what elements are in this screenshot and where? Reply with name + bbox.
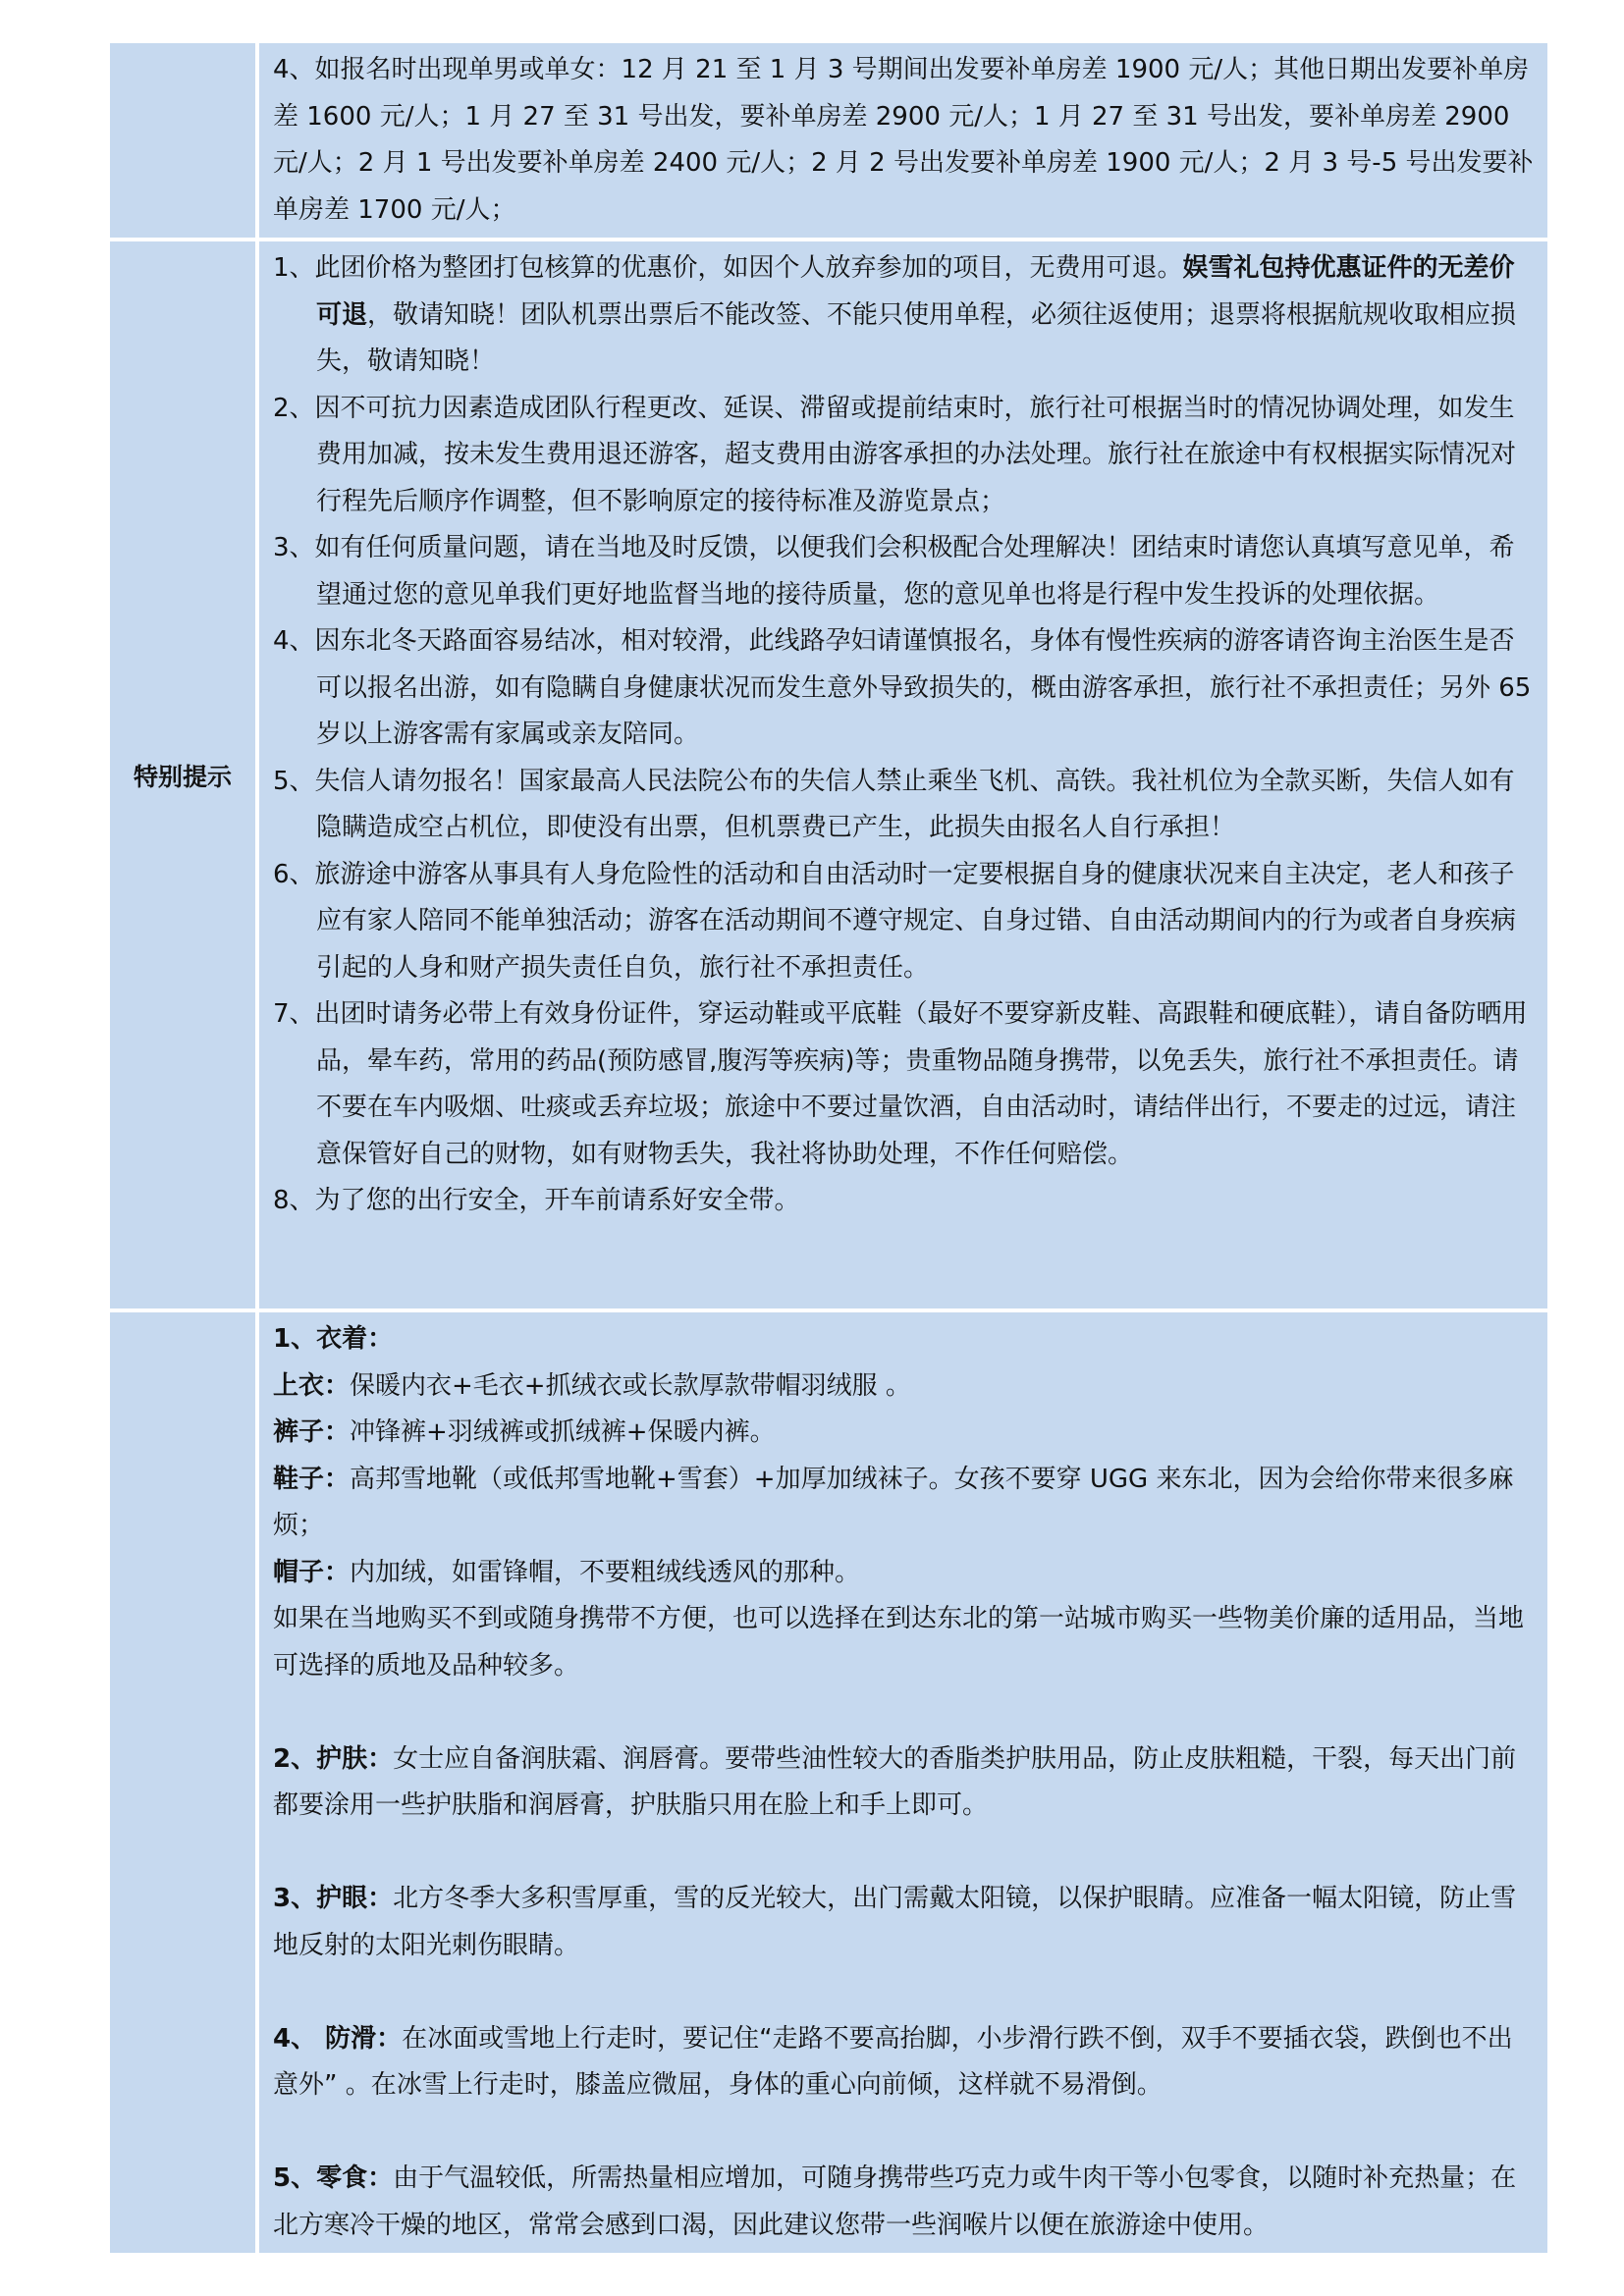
eye-protection-tip [273,1876,1534,1969]
clothing-shoes-text: 高邦雪地靴（或低邦雪地靴+雪套）+加厚加绒袜子。女孩不要穿 UGG 来东北，因为会给你带来很多麻烦； [273,1464,1514,1540]
clothing-shoes [273,1457,1534,1550]
clothing-heading-text: 1、衣着： [273,1324,394,1354]
special-notice-label: 特别提示 [108,240,257,1310]
notice-item-2: 2、因不可抗力因素造成团队行程更改、延误、滞留或提前结束时，旅行社可根据当时的情况协调处理，如发生费用加减，按未发生费用退还游客，超支费用由游客承担的办法处理。旅行社在旅途中有权根据实际情况对行程先后顺序作调整，但不影响原定的接待标准及游览景点； [273,393,1517,516]
notice-item-7: 7、出团时请务必带上有效身份证件，穿运动鞋或平底鞋（最好不要穿新皮鞋、高跟鞋和硬底鞋），请自备防晒用品，晕车药，常用的药品(预防感冒,腹泻等疾病)等；贵重物品随身携带，以免丢失，旅行社不承担责任。请不要在车内吸烟、吐痰或丢弃垃圾；旅途中不要过量饮酒，自由活动时，请结伴出行，不要走的过远，请注意保管好自己的财物，如有财物丢失，我社将协助处理，不作任何赔偿。 [273,999,1528,1169]
single-room-surcharge-text: 4、如报名时出现单男或单女：12 月 21 至 1 月 3 号期间出发要补单房差 1900 元/人；其他日期出发要补单房差 1600 元/人；1 月 27 至 31 号出发，要补单房差 2900 元/人；1 月 27 至 31 号出发，要补单房差 2900 元/人；2 月 1 号出发要补单房差 2400 元/人；2 月 2 号出发要补单房差 1900 元/人；2 月 3 号-5 号出发要补单房差 1700 元/人； [273,55,1534,225]
anti-slip-text: 在冰面或雪地上行走时，要记住“走路不要高抬脚，小步滑行跌不倒，双手不要插衣袋，跌倒也不出意外” 。在冰雪上行走时，膝盖应微屈，身体的重心向前倾，这样就不易滑倒。 [273,2023,1513,2100]
clothing-pants-text: 冲锋裤+羽绒裤或抓绒裤+保暖内裤。 [350,1417,776,1447]
clothing-shoes-label: 鞋子： [273,1464,351,1494]
snacks-label: 5、零食： [273,2163,394,2193]
table-row [108,1310,1549,2255]
notice-item-1-text: 1、此团价格为整团打包核算的优惠价，如因个人放弃参加的项目，无费用可退。 [273,253,1183,283]
clothing-pants-label: 裤子： [273,1417,351,1447]
clothing-top [273,1363,1534,1411]
eye-protection-label: 3、护眼： [273,1884,394,1913]
clothing-hat-label: 帽子： [273,1557,351,1587]
single-room-note-cell [257,41,1549,240]
special-notice-cell [257,240,1549,1310]
row-label-empty [108,41,257,240]
skincare-tip [273,1736,1534,1830]
table-row [108,240,1549,1310]
notice-item-1-text-cont: ，敬请知晓！团队机票出票后不能改签、不能只使用单程，必须往返使用；退票将根据航规收取相应损失，敬请知晓！ [316,299,1517,376]
spacer [273,1969,1534,2016]
snacks-text: 由于气温较低，所需热量相应增加，可随身携带些巧克力或牛肉干等小包零食，以随时补充热量；在北方寒冷干燥的地区，常常会感到口渴，因此建议您带一些润喉片以便在旅游途中使用。 [273,2163,1517,2240]
clothing-heading [273,1316,1534,1363]
local-purchase-note: 如果在当地购买不到或随身携带不方便，也可以选择在到达东北的第一站城市购买一些物美价廉的适用品，当地可选择的质地及品种较多。 [273,1604,1525,1681]
notice-item-1 [273,245,1534,386]
notice-item-6: 6、旅游途中游客从事具有人身危险性的活动和自由活动时一定要根据自身的健康状况来自主决定，老人和孩子应有家人陪同不能单独活动；游客在活动期间不遵守规定、自身过错、自由活动期间内的行为或者自身疾病引起的人身和财产损失责任自负，旅行社不承担责任。 [273,859,1517,983]
notice-item-5: 5、失信人请勿报名！国家最高人民法院公布的失信人禁止乘坐飞机、高铁。我社机位为全款买断，失信人如有隐瞒造成空占机位，即使没有出票，但机票费已产生，此损失由报名人自行承担！ [273,766,1515,842]
spacer [273,1689,1534,1736]
row-label-empty [108,1310,257,2255]
clothing-hat-text: 内加绒，如雷锋帽，不要粗绒线透风的那种。 [350,1557,861,1587]
clothing-top-text: 保暖内衣+毛衣+抓绒衣或长款厚款带帽羽绒服 。 [350,1370,911,1401]
clothing-pants [273,1410,1534,1457]
clothing-top-label: 上衣： [273,1370,351,1401]
skincare-text: 女士应自备润肤霜、润唇膏。要带些油性较大的香脂类护肤用品，防止皮肤粗糙，干裂，每天出门前都要涂用一些护肤脂和润唇膏，护肤脂只用在脸上和手上即可。 [273,1743,1517,1820]
notice-item-3: 3、如有任何质量问题，请在当地及时反馈，以便我们会积极配合处理解决！团结束时请您认真填写意见单，希望通过您的意见单我们更好地监督当地的接待质量，您的意见单也将是行程中发生投诉的处理依据。 [273,533,1515,610]
itinerary-notes-table [106,39,1551,2257]
anti-slip-label: 4、 防滑： [273,2023,403,2054]
notice-item-4: 4、因东北冬天路面容易结冰，相对较滑，此线路孕妇请谨慎报名，身体有慢性疾病的游客请咨询主治医生是否可以报名出游，如有隐瞒自身健康状况而发生意外导致损失的，概由游客承担，旅行社不承担责任；另外 65 岁以上游客需有家属或亲友陪同。 [273,626,1532,749]
spacer [273,2109,1534,2157]
packing-tips-cell [257,1310,1549,2255]
table-row [108,41,1549,240]
snacks-tip [273,2156,1534,2249]
notice-item-1-bold: 娱雪礼包持优惠证件的无差价可退 [316,253,1515,330]
spacer [273,1830,1534,1877]
anti-slip-tip [273,2016,1534,2109]
clothing-hat [273,1550,1534,1597]
skincare-label: 2、护肤： [273,1743,394,1774]
notice-item-8: 8、为了您的出行安全，开车前请系好安全带。 [273,1186,800,1215]
eye-protection-text: 北方冬季大多积雪厚重，雪的反光较大，出门需戴太阳镜，以保护眼睛。应准备一幅太阳镜，防止雪地反射的太阳光刺伤眼睛。 [273,1884,1517,1960]
